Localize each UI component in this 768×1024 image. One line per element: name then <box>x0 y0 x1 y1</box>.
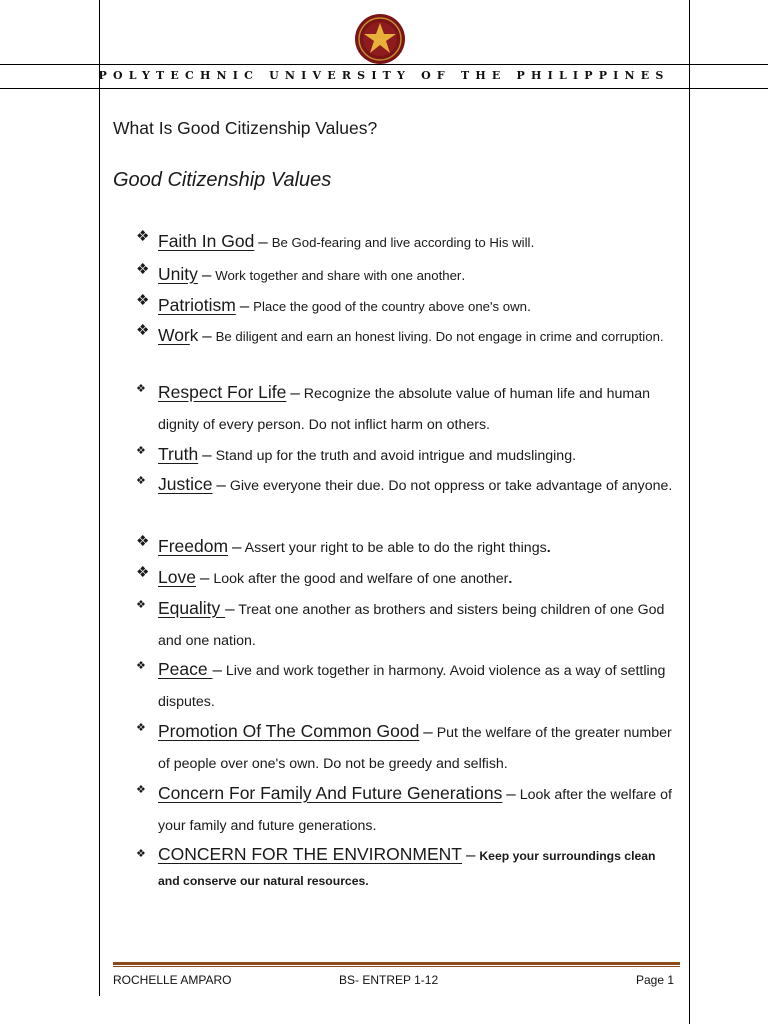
diamond-bullet-icon: ❖ <box>136 475 146 487</box>
footer-course: BS- ENTREP 1-12 <box>339 973 439 987</box>
list-item <box>136 439 676 472</box>
list-item <box>136 290 676 323</box>
value-description: Assert your right to be able to do the right things <box>244 540 547 556</box>
end-mark: . <box>530 235 535 251</box>
right-margin-line <box>689 0 690 1024</box>
value-term: Freedom <box>158 536 229 556</box>
value-description: Look after the welfare of your family and future generations. <box>158 787 672 834</box>
list-item <box>136 842 676 894</box>
value-description: Recognize the absolute value of human life and human dignity of every person. Do not inflict harm on others. <box>158 386 651 433</box>
diamond-bullet-icon: ❖ <box>136 564 150 581</box>
dash: – <box>465 845 476 864</box>
value-description: Treat one another as brothers and sisters being children of one God and one nation. <box>158 602 665 649</box>
dash: – <box>212 660 222 679</box>
value-description: Put the welfare of the greater number of people over one's own. Do not be greedy and selfish. <box>158 725 672 772</box>
value-term: Love <box>158 567 196 587</box>
dash: – <box>258 232 268 251</box>
value-term: Patriotism <box>158 295 236 315</box>
value-term: CONCERN FOR THE ENVIRONMENT <box>158 844 462 864</box>
page-question: What Is Good Citizenship Values? <box>113 118 378 138</box>
diamond-bullet-icon: ❖ <box>136 445 146 457</box>
diamond-bullet-icon: ❖ <box>136 383 146 395</box>
footer-rule-thin <box>113 966 680 967</box>
value-term: Wor <box>158 325 190 345</box>
value-description: Keep your surroundings clean and conserve our natural resources. <box>158 849 656 888</box>
dash: – <box>216 475 226 494</box>
value-term: Truth <box>158 444 199 464</box>
list-item <box>136 259 676 292</box>
diamond-bullet-icon: ❖ <box>136 599 146 611</box>
diamond-bullet-icon: ❖ <box>136 784 146 796</box>
diamond-bullet-icon: ❖ <box>136 292 150 309</box>
dash: – <box>202 326 212 345</box>
value-description: Place the good of the country above one's own <box>253 299 527 314</box>
dash: – <box>290 383 300 402</box>
value-term: Unity <box>158 264 198 284</box>
value-term: Justice <box>158 474 213 494</box>
value-term: Respect For Life <box>158 382 287 402</box>
university-seal-star-icon <box>354 13 406 65</box>
list-item <box>136 778 676 842</box>
value-description: Stand up for the truth and avoid intrigue and mudslinging. <box>215 448 577 464</box>
dash: – <box>231 537 242 556</box>
diamond-bullet-icon: ❖ <box>136 533 150 550</box>
dash: – <box>225 599 235 618</box>
list-item <box>136 469 676 502</box>
value-term: Peace <box>158 659 213 679</box>
dash: – <box>239 296 250 315</box>
left-margin-line <box>99 0 100 996</box>
section-heading: Good Citizenship Values <box>113 169 332 191</box>
header-bottom-rule <box>0 88 768 89</box>
value-term: Concern For Family And Future Generations <box>158 783 503 803</box>
list-item <box>136 654 676 718</box>
end-mark: . <box>546 540 551 556</box>
dash: – <box>423 722 433 741</box>
list-item <box>136 716 676 780</box>
university-name: POLYTECHNIC UNIVERSITY OF THE PHILIPPINES <box>98 69 670 82</box>
diamond-bullet-icon: ❖ <box>136 848 146 860</box>
value-description: Look after the good and welfare of one another <box>213 571 509 587</box>
list-item <box>136 320 676 352</box>
dash: – <box>506 784 516 803</box>
dash: – <box>201 265 212 284</box>
diamond-bullet-icon: ❖ <box>136 722 146 734</box>
diamond-bullet-icon: ❖ <box>136 261 150 278</box>
end-mark: . <box>461 268 466 284</box>
list-item <box>136 593 676 657</box>
diamond-bullet-icon: ❖ <box>136 660 146 672</box>
value-description: Live and work together in harmony. Avoid violence as a way of settling disputes. <box>158 663 666 710</box>
list-item <box>136 562 676 595</box>
dash: – <box>202 445 212 464</box>
value-description: Be God-fearing and live according to His will <box>271 235 531 250</box>
end-mark: . <box>508 571 513 587</box>
dash: – <box>199 568 210 587</box>
footer-page-number: Page 1 <box>636 973 675 987</box>
value-description: Give everyone their due. Do not oppress or take advantage of anyone. <box>229 478 673 494</box>
end-mark: . <box>526 299 531 315</box>
value-description: Work together and share with one another <box>215 268 462 283</box>
list-item <box>136 531 676 564</box>
value-term: Promotion Of The Common Good <box>158 721 420 741</box>
value-term: Faith In God <box>158 231 255 251</box>
diamond-bullet-icon: ❖ <box>136 322 150 339</box>
footer-author: ROCHELLE AMPARO <box>113 973 232 987</box>
list-item <box>136 226 676 259</box>
term-tail: k <box>189 326 199 345</box>
footer-rule-thick <box>113 962 680 965</box>
value-description: Be diligent and earn an honest living. Do not engage in crime and corruption. <box>215 329 664 344</box>
diamond-bullet-icon: ❖ <box>136 228 150 245</box>
value-term: Equality <box>158 598 226 618</box>
list-item <box>136 377 676 441</box>
